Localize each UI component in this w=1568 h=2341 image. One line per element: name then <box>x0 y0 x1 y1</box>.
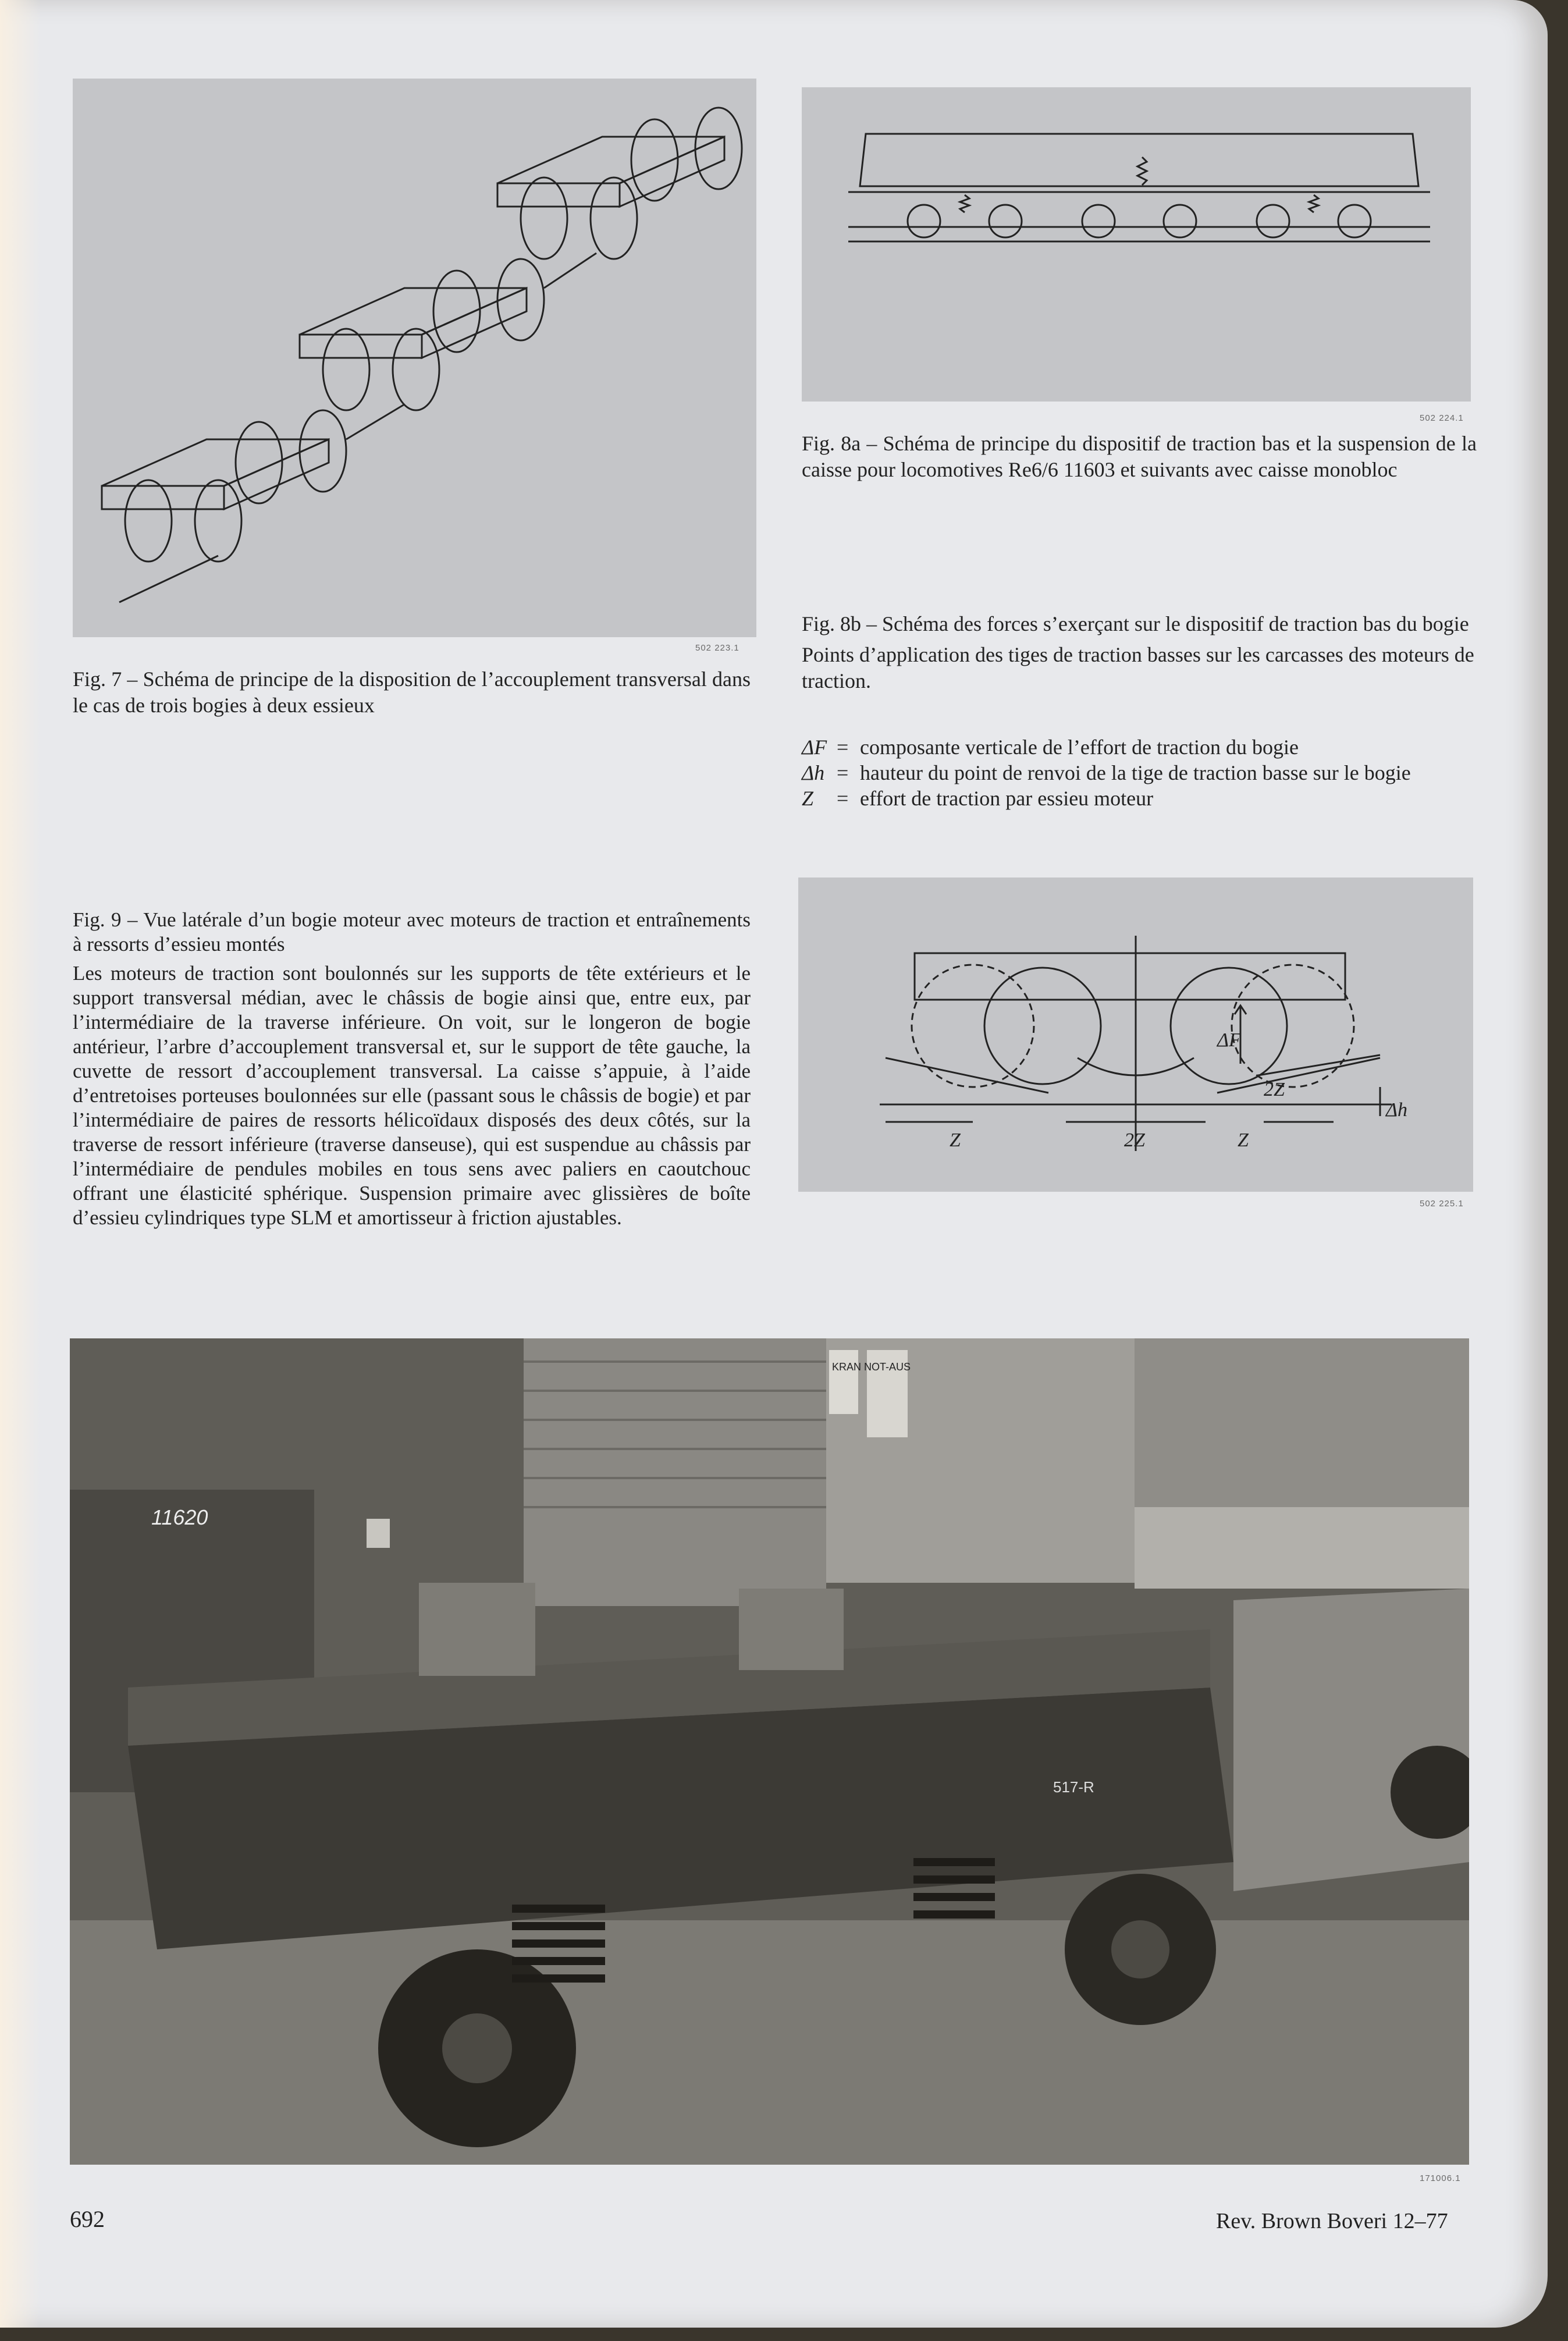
fig8a-caption: Fig. 8a – Schéma de principe du dispositif de traction bas et la suspension de la caisse pour locomotives Re6/6 11603 et suivants avec caisse monobloc <box>802 432 1477 481</box>
fig9-caption <box>73 908 751 1235</box>
fig7-caption: Fig. 7 – Schéma de principe de la disposition de l’accouplement transversal dans le cas de trois bogies à deux essieux <box>73 667 751 717</box>
fig9-ref: 171006.1 <box>1420 2173 1461 2183</box>
fig8a-image <box>802 87 1471 402</box>
definition-row: Δh = hauteur du point de renvoi de la tige de traction basse sur le bogie <box>802 760 1477 786</box>
fig8b-label-z-left: Z <box>950 1129 961 1151</box>
photo-sign-label: KRAN NOT-AUS <box>832 1361 911 1373</box>
fig8b-label-2z-arrow: 2Z <box>1264 1079 1285 1100</box>
fig8b-label-delta-f: ΔF <box>1217 1029 1241 1051</box>
definition-symbol: Z <box>802 787 814 810</box>
definition-text: effort de traction par essieu moteur <box>860 787 1154 810</box>
photo-plate-label: 517-R <box>1053 1778 1094 1796</box>
definition-symbol: Δh <box>802 761 825 784</box>
fig8b-definitions <box>802 734 1477 811</box>
fig7-bogie-coupling-drawing <box>73 79 756 637</box>
fig8b-caption-body: Points d’application des tiges de traction basses sur les carcasses des moteurs de traction. <box>802 643 1474 692</box>
definition-row: Z = effort de traction par essieu moteur <box>802 786 1477 811</box>
fig8b-label-2z-mid: 2Z <box>1124 1129 1145 1151</box>
page-spine-shadow <box>0 0 41 2328</box>
fig8b-forces-diagram <box>798 878 1473 1192</box>
definition-text: composante verticale de l’effort de traction du bogie <box>860 736 1299 759</box>
definition-row: ΔF = composante verticale de l’effort de traction du bogie <box>802 734 1477 760</box>
fig8b-label-z-right: Z <box>1238 1129 1249 1151</box>
fig9-photo-bogie <box>70 1338 1469 2165</box>
fig9-caption-body: Les moteurs de traction sont boulonnés sur les supports de tête extérieurs et le support transversal médian, avec le châssis de bogie ainsi que, entre eux, par l’intermédiaire de la traverse inférieure. On voit, sur le longeron de bogie antérieur, l’arbre d’accouplement transversal et, sur le support de tête gauche, la cuvette de ressort d’accouplement transversal. La caisse s’appuie, à l’aide d’entretoises porteuses boulonnées sur elle (passant sous le châssis de bogie) et par l’intermédiaire de paires de ressorts hélicoïdaux disposés des deux côtés, sur la traverse de ressort inférieure (traverse danseuse), qui est suspendue au châssis par l’intermédiaire de pendules mobiles en tous sens avec paliers en caoutchouc offrant une élasticité sphérique. Suspension primaire avec glissières de boîte d’essieu cylindriques type SLM et amortisseur à friction ajustables. <box>73 962 751 1229</box>
fig9-caption-title: Fig. 9 – Vue latérale d’un bogie moteur avec moteurs de traction et entraînements à ressorts d’essieu montés <box>73 908 751 955</box>
definition-text: hauteur du point de renvoi de la tige de traction basse sur le bogie <box>860 761 1411 784</box>
bogie-workshop-photo <box>70 1338 1469 2165</box>
definition-symbol: ΔF <box>802 736 827 759</box>
fig8b-ref: 502 225.1 <box>1420 1199 1464 1209</box>
page-number: 692 <box>70 2206 105 2232</box>
fig7-ref: 502 223.1 <box>695 643 739 653</box>
fig8a-ref: 502 224.1 <box>1420 413 1464 423</box>
fig8b-label-delta-h: Δh <box>1386 1099 1407 1121</box>
fig8a-traction-drawing <box>802 87 1471 402</box>
fig8b-image <box>798 878 1473 1192</box>
fig8b-caption-title: Fig. 8b – Schéma des forces s’exerçant sur le dispositif de traction bas du bogie <box>802 612 1469 635</box>
photo-chalk-label: 11620 <box>151 1505 208 1529</box>
fig8b-caption <box>802 611 1477 699</box>
fig7-image <box>73 79 756 637</box>
journal-reference: Rev. Brown Boveri 12–77 <box>1216 2209 1448 2233</box>
